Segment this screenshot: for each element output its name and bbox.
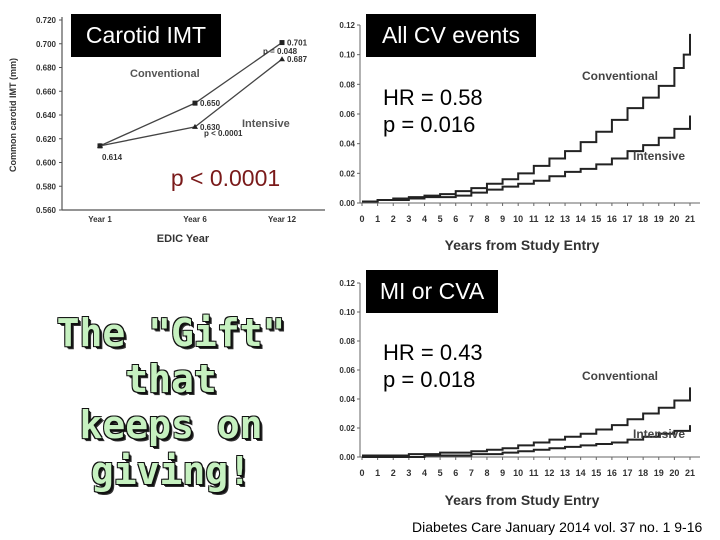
km-series-label: Conventional: [582, 369, 659, 384]
km-x-tick-label: 15: [591, 214, 602, 224]
km-x-tick-label: 7: [468, 214, 474, 224]
km-x-tick-label: 1: [375, 468, 381, 478]
gift-slogan: [6, 310, 336, 494]
imt-point: [279, 56, 285, 61]
km-x-tick-label: 3: [406, 214, 412, 224]
km-series-label: Intensive: [633, 148, 686, 163]
km-y-tick-label: 0.02: [339, 424, 355, 433]
citation: Diabetes Care January 2014 vol. 37 no. 1 9-16: [412, 519, 703, 535]
km-x-tick-label: 2: [390, 214, 396, 224]
km-y-tick-label: 0.00: [339, 199, 355, 208]
km-x-tick-label: 10: [513, 214, 524, 224]
imt-point-label: 0.650: [200, 99, 221, 109]
km-x-tick-label: 1: [375, 214, 381, 224]
km-y-tick-label: 0.02: [339, 169, 355, 179]
gift-slogan-line1: The "Gift" that: [56, 311, 286, 401]
imt-y-tick-label: 0.640: [35, 111, 56, 120]
km-series-label: Intensive: [633, 427, 686, 442]
km-y-tick-label: 0.12: [339, 21, 355, 30]
imt-y-tick-label: 0.620: [35, 134, 56, 144]
km-x-tick-label: 12: [544, 468, 555, 478]
km-x-tick-label: 8: [484, 214, 490, 224]
km-y-tick-label: 0.08: [339, 337, 355, 346]
imt-series-line-0: [100, 43, 282, 146]
imt-point: [280, 40, 285, 45]
mi-p-value: p = 0.018: [383, 367, 476, 392]
km-x-tick-label: 6: [453, 214, 459, 224]
km-y-tick-label: 0.04: [339, 139, 355, 149]
mi-x-label: Years from Study Entry: [444, 492, 600, 508]
km-y-tick-label: 0.12: [339, 279, 355, 288]
imt-x-tick-label: Year 6: [183, 215, 207, 224]
km-x-tick-label: 9: [500, 214, 506, 224]
imt-x-tick-label: Year 12: [267, 215, 297, 224]
imt-point: [193, 101, 198, 106]
km-y-tick-label: 0.00: [339, 453, 355, 462]
imt-x-tick-label: Year 1: [88, 215, 112, 224]
km-x-tick-label: 17: [622, 468, 633, 478]
imt-p-annotation: p = 0.048: [263, 46, 298, 56]
km-x-tick-label: 6: [453, 468, 459, 478]
imt-y-tick-label: 0.680: [35, 63, 56, 73]
imt-y-tick-label: 0.580: [35, 182, 56, 192]
km-x-tick-label: 20: [669, 214, 680, 224]
imt-point-label: 0.614: [102, 152, 123, 162]
km-x-tick-label: 12: [544, 214, 555, 224]
mi-title-box: MI or CVA: [366, 270, 498, 313]
km-x-tick-label: 14: [575, 468, 586, 478]
km-x-tick-label: 0: [359, 468, 365, 478]
imt-x-label: EDIC Year: [156, 233, 210, 245]
imt-p-value-box: p < 0.0001: [155, 158, 296, 198]
km-x-tick-label: 4: [421, 214, 427, 224]
imt-y-tick-label: 0.560: [35, 206, 56, 215]
km-x-tick-label: 0: [359, 214, 365, 224]
km-x-tick-label: 8: [484, 468, 490, 478]
gift-slogan-line2: keeps on giving!: [79, 403, 263, 493]
km-x-tick-label: 20: [669, 468, 680, 478]
km-x-tick-label: 19: [653, 468, 664, 478]
km-x-tick-label: 10: [513, 468, 524, 478]
imt-y-label: Common carotid IMT (mm): [8, 58, 18, 172]
km-x-tick-label: 2: [390, 468, 396, 478]
imt-point-label: 0.687: [287, 55, 308, 65]
km-x-tick-label: 13: [560, 214, 571, 224]
km-x-tick-label: 13: [560, 468, 571, 478]
cv-x-label: Years from Study Entry: [444, 237, 600, 253]
km-y-tick-label: 0.10: [339, 50, 355, 60]
cv-p-value: p = 0.016: [383, 112, 476, 137]
km-x-tick-label: 21: [684, 468, 696, 478]
km-x-tick-label: 11: [529, 468, 539, 478]
imt-point-label: 0.701: [287, 38, 308, 48]
km-x-tick-label: 18: [638, 468, 649, 478]
km-x-tick-label: 21: [684, 214, 696, 224]
cv-hr-box: [375, 78, 491, 144]
km-y-tick-label: 0.06: [339, 110, 355, 119]
km-y-tick-label: 0.08: [339, 80, 355, 90]
mi-hr-box: [375, 333, 491, 399]
km-y-tick-label: 0.10: [339, 308, 355, 317]
imt-title-box: Carotid IMT: [71, 14, 221, 57]
km-y-tick-label: 0.06: [339, 366, 355, 375]
km-x-tick-label: 18: [638, 214, 649, 224]
km-series-label: Conventional: [582, 68, 659, 83]
cv-hr-value: HR = 0.58: [383, 85, 483, 110]
km-x-tick-label: 4: [421, 468, 427, 478]
cv-title-box: All CV events: [366, 14, 536, 57]
km-x-tick-label: 7: [468, 468, 474, 478]
km-y-tick-label: 0.04: [339, 395, 355, 404]
km-x-tick-label: 15: [591, 468, 602, 478]
km-x-tick-label: 19: [653, 214, 664, 224]
imt-y-tick-label: 0.600: [35, 158, 56, 168]
km-x-tick-label: 5: [437, 214, 443, 224]
imt-y-tick-label: 0.700: [35, 39, 56, 49]
imt-p-annotation: p < 0.0001: [204, 128, 243, 138]
km-x-tick-label: 16: [606, 214, 617, 224]
km-x-tick-label: 3: [406, 468, 412, 478]
imt-series-label: Intensive: [242, 118, 290, 130]
km-x-tick-label: 16: [606, 468, 617, 478]
imt-point-label: 0.630: [200, 122, 221, 132]
km-x-tick-label: 17: [622, 214, 633, 224]
imt-series-label: Conventional: [130, 68, 200, 80]
imt-y-tick-label: 0.720: [35, 16, 56, 25]
km-x-tick-label: 11: [529, 214, 539, 224]
imt-y-tick-label: 0.660: [35, 87, 56, 97]
km-x-tick-label: 14: [575, 214, 586, 224]
mi-hr-value: HR = 0.43: [383, 340, 483, 365]
km-x-tick-label: 5: [437, 468, 443, 478]
km-x-tick-label: 9: [500, 468, 506, 478]
